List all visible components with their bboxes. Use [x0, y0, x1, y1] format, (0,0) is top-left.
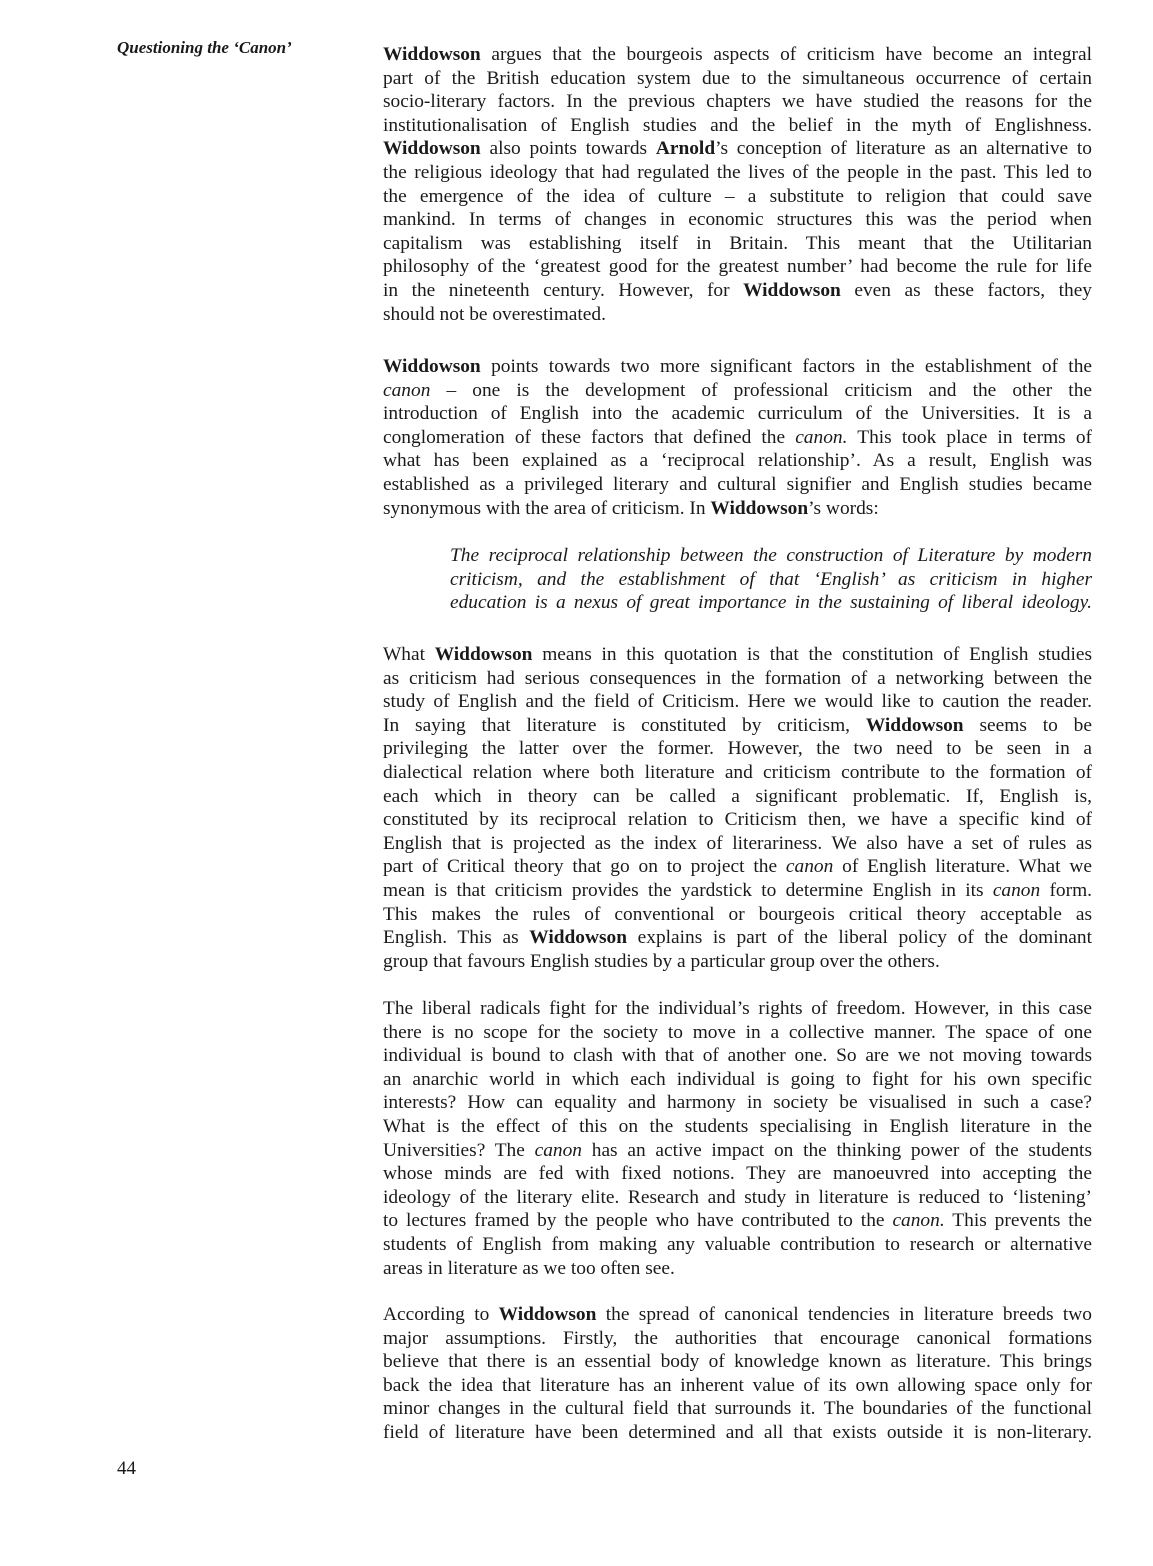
text-line: [383, 449, 1092, 473]
text-line: [383, 1421, 1092, 1445]
bold-text: Widdowson: [743, 279, 841, 301]
text-segment: there is no scope for the society to move in a collective manner. The space of one: [383, 1021, 1092, 1043]
text-segment: the spread of canonical tendencies in literature breeds two: [596, 1304, 1092, 1325]
text-segment: What: [383, 644, 435, 665]
text-line: [383, 379, 1092, 403]
text-line: [383, 1186, 1092, 1210]
italic-text: canon.: [795, 426, 848, 448]
text-segment: ’s words:: [808, 497, 879, 519]
text-line: [383, 690, 1092, 714]
bold-text: Widdowson: [529, 927, 628, 949]
text-line: [383, 303, 1092, 327]
text-line: [383, 43, 1092, 67]
text-line: [383, 232, 1092, 256]
text-segment: Universities? The: [383, 1139, 535, 1161]
text-segment: form.: [1040, 879, 1093, 901]
text-segment: introduction of English into the academic curriculum of the Universities. It is a: [383, 403, 1092, 425]
text-segment: English that is projected as the index of literariness. We also have a set of rules as: [383, 832, 1092, 854]
italic-text: canon: [785, 856, 834, 878]
bold-text: Widdowson: [710, 497, 809, 519]
text-line: [383, 714, 1092, 738]
text-segment: mankind. In terms of changes in economic structures this was the period when: [383, 209, 1092, 231]
text-segment: field of literature have been determined and all that exists outside it is non-literary.: [383, 1421, 1092, 1443]
text-line: [383, 497, 1092, 521]
paragraph: [383, 355, 1092, 520]
text-line: [383, 808, 1092, 832]
text-segment: areas in literature as we too often see.: [383, 1257, 675, 1279]
text-line: [383, 1044, 1092, 1068]
text-segment: dialectical relation where both literature and criticism contribute to the formation of: [383, 761, 1092, 783]
text-segment: part of the British education system due to the simultaneous occurrence of certain: [383, 67, 1092, 89]
text-segment: education is a nexus of great importance in the sustaining of liberal ideology.: [450, 592, 1092, 614]
text-line: [383, 355, 1092, 379]
text-line: [383, 473, 1092, 497]
text-segment: mean is that criticism provides the yardstick to determine English in its: [383, 879, 993, 901]
paragraph: [383, 643, 1092, 973]
text-segment: students of English from making any valuable contribution to research or alternative: [383, 1233, 1092, 1255]
text-line: [383, 1327, 1092, 1351]
text-line: [383, 1068, 1092, 1092]
text-segment: back the idea that literature has an inherent value of its own allowing space only for: [383, 1374, 1092, 1396]
text-segment: what has been explained as a ‘reciprocal relationship’. As a result, English was: [383, 450, 1092, 472]
text-line: [383, 643, 1092, 667]
text-segment: The reciprocal relationship between the construction of Literature by modern: [450, 545, 1092, 566]
text-line: [383, 208, 1092, 232]
text-segment: institutionalisation of English studies and the belief in the myth of Englishness.: [383, 114, 1092, 136]
text-line: [383, 1257, 1092, 1281]
text-segment: In saying that literature is constituted by criticism,: [383, 714, 866, 736]
text-segment: English. This as: [383, 927, 530, 949]
text-segment: The liberal radicals fight for the individual’s rights of freedom. However, in this case: [383, 998, 1092, 1019]
text-line: [383, 1374, 1092, 1398]
text-line: [383, 255, 1092, 279]
text-line: [383, 1115, 1092, 1139]
text-segment: What is the effect of this on the students specialising in English literature in the: [383, 1115, 1092, 1137]
text-segment: an anarchic world in which each individual is going to fight for his own specific: [383, 1068, 1092, 1090]
text-segment: group that favours English studies by a particular group over the others.: [383, 950, 940, 972]
text-line: [383, 114, 1092, 138]
text-segment: believe that there is an essential body of knowledge known as literature. This brings: [383, 1351, 1092, 1373]
text-segment: established as a privileged literary and cultural signifier and English studies became: [383, 473, 1092, 495]
text-line: [383, 855, 1092, 879]
text-line: [383, 279, 1092, 303]
text-segment: the religious ideology that had regulated the lives of the people in the past. This led to: [383, 161, 1092, 183]
running-head: Questioning the ‘Canon’: [117, 38, 292, 57]
text-line: [383, 737, 1092, 761]
text-segment: should not be overestimated.: [383, 303, 606, 325]
text-segment: privileging the latter over the former. However, the two need to be seen in a: [383, 738, 1092, 760]
text-segment: part of Critical theory that go on to project the: [383, 856, 786, 878]
paragraph: [383, 1303, 1092, 1445]
text-segment: as criticism had serious consequences in the formation of a networking between the: [383, 667, 1092, 689]
text-segment: philosophy of the ‘greatest good for the greatest number’ had become the rule for life: [383, 256, 1092, 278]
paragraph: [383, 997, 1092, 1280]
text-segment: explains is part of the liberal policy of the dominant: [627, 927, 1092, 949]
text-segment: major assumptions. Firstly, the authorities that encourage canonical formations: [383, 1327, 1092, 1349]
text-segment: each which in theory can be called a significant problematic. If, English is,: [383, 785, 1092, 807]
text-line: [383, 1091, 1092, 1115]
text-segment: even as these factors, they: [840, 279, 1092, 301]
text-segment: conglomeration of these factors that defined the: [383, 426, 796, 448]
text-line: [383, 785, 1092, 809]
text-line: [383, 161, 1092, 185]
text-line: [450, 591, 1092, 615]
text-line: [383, 950, 1092, 974]
bold-text: Widdowson: [498, 1304, 597, 1325]
text-segment: seems to be: [963, 714, 1092, 736]
text-segment: points towards two more significant factors in the establishment of the: [480, 356, 1092, 377]
italic-text: canon: [992, 879, 1041, 901]
text-segment: whose minds are fed with fixed notions. They are manoeuvred into accepting the: [383, 1163, 1092, 1185]
bold-text: Widdowson: [434, 644, 533, 665]
text-segment: This makes the rules of conventional or bourgeois critical theory acceptable as: [383, 903, 1092, 925]
text-line: [383, 926, 1092, 950]
bold-text: Arnold: [655, 138, 716, 160]
text-segment: According to: [383, 1304, 499, 1325]
text-line: [383, 67, 1092, 91]
text-segment: to lectures framed by the people who have contributed to the: [383, 1210, 893, 1232]
text-segment: means in this quotation is that the constitution of English studies: [532, 644, 1092, 665]
text-line: [450, 544, 1092, 568]
text-line: [383, 137, 1092, 161]
text-line: [383, 402, 1092, 426]
text-segment: ideology of the literary elite. Research and study in literature is reduced to ‘listening’: [383, 1186, 1092, 1208]
text-line: [383, 1397, 1092, 1421]
text-line: [383, 879, 1092, 903]
text-segment: interests? How can equality and harmony in society be visualised in such a case?: [383, 1092, 1092, 1114]
text-segment: socio-literary factors. In the previous chapters we have studied the reasons for the: [383, 91, 1092, 113]
bold-text: Widdowson: [383, 356, 481, 377]
text-line: [383, 997, 1092, 1021]
text-segment: in the nineteenth century. However, for: [383, 279, 744, 301]
text-line: [383, 761, 1092, 785]
bold-text: Widdowson: [383, 44, 481, 65]
text-line: [383, 1303, 1092, 1327]
text-segment: synonymous with the area of criticism. In: [383, 497, 711, 519]
text-line: [450, 568, 1092, 592]
text-line: [383, 1139, 1092, 1163]
text-segment: This prevents the: [944, 1210, 1092, 1232]
text-segment: of English literature. What we: [833, 856, 1092, 878]
italic-text: canon: [534, 1139, 582, 1161]
text-line: [383, 1350, 1092, 1374]
text-segment: constituted by its reciprocal relation to Criticism then, we have a specific kind of: [383, 809, 1092, 831]
text-segment: This took place in terms of: [847, 426, 1092, 448]
text-line: [383, 426, 1092, 450]
page-number: 44: [117, 1458, 136, 1479]
text-line: [383, 832, 1092, 856]
text-segment: also points towards: [480, 138, 656, 160]
text-segment: the emergence of the idea of culture – a substitute to religion that could save: [383, 185, 1092, 207]
text-line: [383, 667, 1092, 691]
text-segment: – one is the development of professional criticism and the other the: [430, 379, 1092, 401]
paragraph: [383, 43, 1092, 326]
text-line: [383, 185, 1092, 209]
text-segment: individual is bound to clash with that of another one. So are we not moving towards: [383, 1045, 1092, 1067]
text-segment: ’s conception of literature as an alternative to: [715, 138, 1092, 160]
text-line: [383, 1162, 1092, 1186]
text-line: [383, 1209, 1092, 1233]
text-line: [383, 1021, 1092, 1045]
italic-text: canon: [383, 379, 431, 401]
text-segment: study of English and the field of Criticism. Here we would like to caution the reader.: [383, 691, 1092, 713]
text-segment: argues that the bourgeois aspects of criticism have become an integral: [480, 44, 1092, 65]
block-quote: [450, 544, 1092, 615]
text-segment: criticism, and the establishment of that ‘English’ as criticism in higher: [450, 568, 1092, 590]
text-segment: has an active impact on the thinking power of the students: [582, 1139, 1092, 1161]
bold-text: Widdowson: [383, 138, 481, 160]
text-line: [383, 1233, 1092, 1257]
text-segment: minor changes in the cultural field that surrounds it. The boundaries of the functional: [383, 1398, 1092, 1420]
bold-text: Widdowson: [865, 714, 964, 736]
text-line: [383, 90, 1092, 114]
text-segment: capitalism was establishing itself in Britain. This meant that the Utilitarian: [383, 232, 1092, 254]
italic-text: canon.: [892, 1210, 945, 1232]
text-line: [383, 903, 1092, 927]
